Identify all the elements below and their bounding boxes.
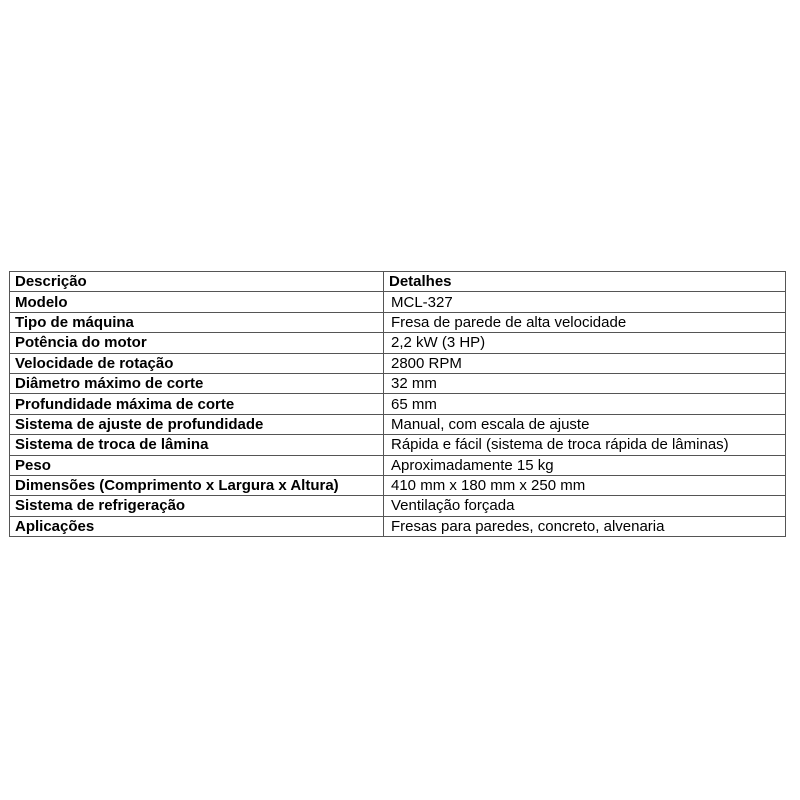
row-value: Manual, com escala de ajuste xyxy=(384,414,786,434)
row-value: 2,2 kW (3 HP) xyxy=(384,333,786,353)
row-label: Dimensões (Comprimento x Largura x Altura) xyxy=(10,475,384,495)
row-value: 32 mm xyxy=(384,373,786,393)
header-cell-details: Detalhes xyxy=(384,272,786,292)
row-value: Rápida e fácil (sistema de troca rápida de lâminas) xyxy=(384,435,786,455)
row-value: 65 mm xyxy=(384,394,786,414)
row-value: Fresas para paredes, concreto, alvenaria xyxy=(384,516,786,536)
table-row xyxy=(10,475,786,495)
table-row xyxy=(10,414,786,434)
row-label: Sistema de troca de lâmina xyxy=(10,435,384,455)
table-header-row xyxy=(10,272,786,292)
row-label: Tipo de máquina xyxy=(10,312,384,332)
row-value: MCL-327 xyxy=(384,292,786,312)
table-row xyxy=(10,435,786,455)
row-label: Profundidade máxima de corte xyxy=(10,394,384,414)
row-label: Aplicações xyxy=(10,516,384,536)
table-row xyxy=(10,394,786,414)
table-row xyxy=(10,455,786,475)
table-row xyxy=(10,333,786,353)
row-label: Peso xyxy=(10,455,384,475)
row-label: Sistema de refrigeração xyxy=(10,496,384,516)
row-value: Aproximadamente 15 kg xyxy=(384,455,786,475)
table-row xyxy=(10,516,786,536)
row-label: Velocidade de rotação xyxy=(10,353,384,373)
row-label: Potência do motor xyxy=(10,333,384,353)
table-row xyxy=(10,292,786,312)
header-cell-description: Descrição xyxy=(10,272,384,292)
row-value: 410 mm x 180 mm x 250 mm xyxy=(384,475,786,495)
table-row xyxy=(10,496,786,516)
row-label: Diâmetro máximo de corte xyxy=(10,373,384,393)
row-label: Sistema de ajuste de profundidade xyxy=(10,414,384,434)
row-value: Fresa de parede de alta velocidade xyxy=(384,312,786,332)
row-label: Modelo xyxy=(10,292,384,312)
table-row xyxy=(10,373,786,393)
spec-table xyxy=(9,271,786,537)
row-value: Ventilação forçada xyxy=(384,496,786,516)
table-row xyxy=(10,312,786,332)
row-value: 2800 RPM xyxy=(384,353,786,373)
table-row xyxy=(10,353,786,373)
